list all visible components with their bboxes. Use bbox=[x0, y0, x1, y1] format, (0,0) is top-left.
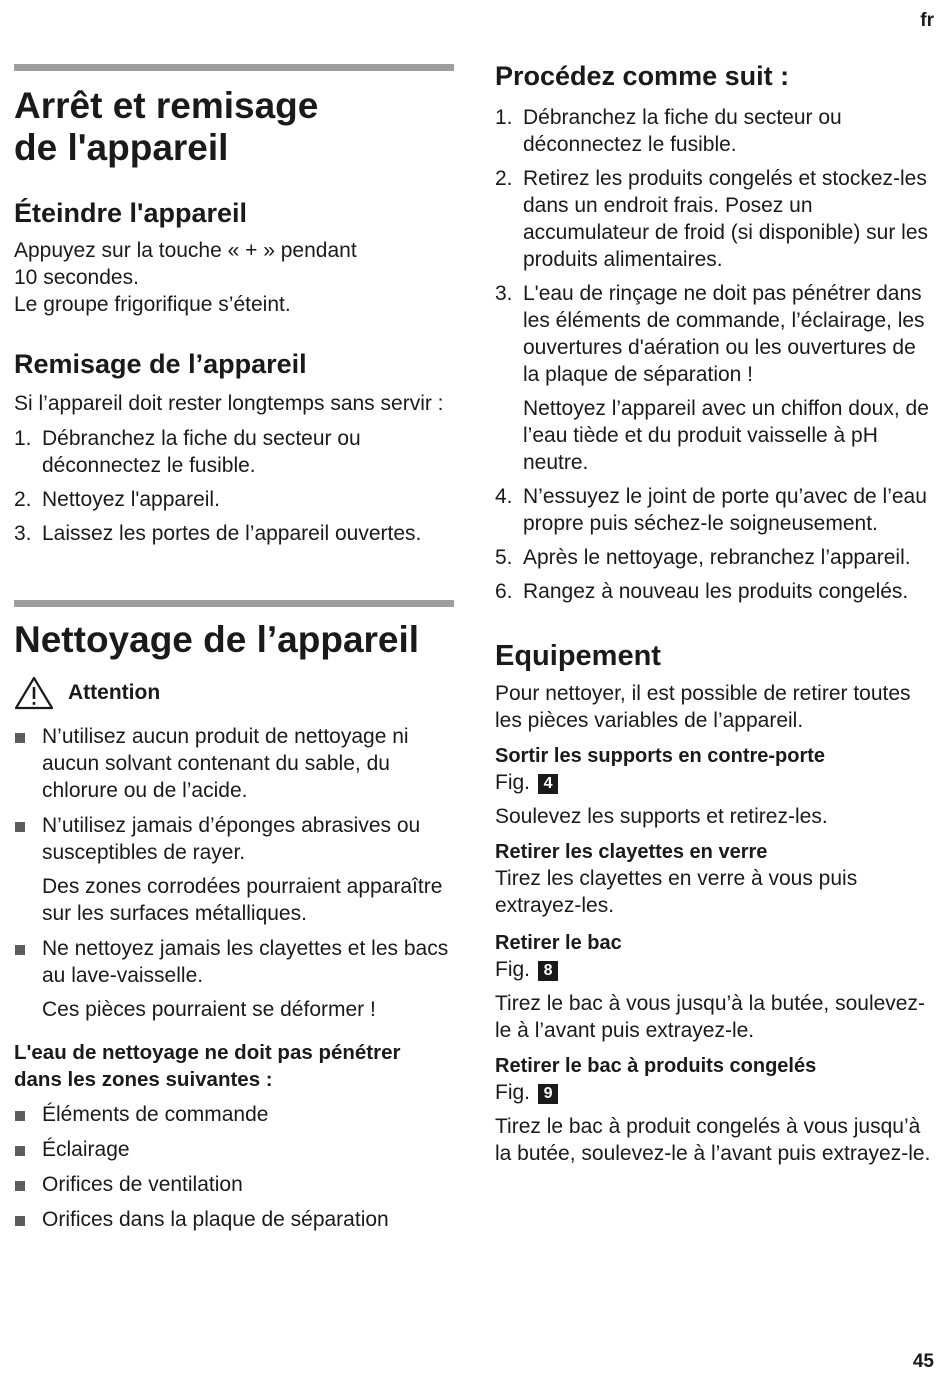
square-bullet-icon bbox=[15, 822, 25, 832]
figure-number-badge: 4 bbox=[538, 774, 558, 794]
fig-label: Fig. bbox=[495, 958, 531, 981]
step-number: 1. bbox=[14, 427, 32, 450]
list-item bbox=[14, 1171, 454, 1198]
warning-icon bbox=[14, 675, 54, 711]
item-text: Soulevez les supports et retirez-les. bbox=[495, 805, 828, 828]
list-item bbox=[495, 280, 935, 476]
title-line: Arrêt et remisage bbox=[14, 85, 319, 126]
step-number: 1. bbox=[495, 106, 513, 129]
zone-text: Éclairage bbox=[42, 1138, 130, 1161]
warning-list bbox=[14, 723, 454, 1023]
item-text: Tirez les clayettes en verre à vous puis extrayez-les. bbox=[495, 867, 858, 917]
item-title: Retirer le bac à produits congelés bbox=[495, 1055, 817, 1077]
item-title: Sortir les supports en contre-porte bbox=[495, 745, 826, 767]
warning-text: Ne nettoyez jamais les clayettes et les bacs au lave-vaisselle. bbox=[42, 937, 449, 987]
step-text: Débranchez la fiche du secteur ou déconnectez le fusible. bbox=[42, 427, 361, 477]
warning-text: N’utilisez aucun produit de nettoyage ni aucun solvant contenant du sable, du chlorure ou de l’acide. bbox=[42, 725, 409, 802]
square-bullet-icon bbox=[15, 1146, 25, 1156]
list-item bbox=[14, 486, 454, 513]
page-number: 45 bbox=[912, 1351, 934, 1372]
list-item bbox=[495, 165, 935, 273]
list-item bbox=[14, 812, 454, 927]
square-bullet-icon bbox=[15, 1216, 25, 1226]
procedure-title: Procédez comme suit : bbox=[495, 61, 790, 91]
item-title: Retirer les clayettes en verre bbox=[495, 841, 768, 863]
zone-text: Orifices dans la plaque de séparation bbox=[42, 1208, 389, 1231]
fig-label: Fig. bbox=[495, 1081, 531, 1104]
step-number: 3. bbox=[14, 522, 32, 545]
remisage-steps bbox=[14, 425, 454, 547]
item-text: Tirez le bac à vous jusqu’à la butée, soulevez-le à l’avant puis extrayez-le. bbox=[495, 992, 925, 1042]
step-number: 2. bbox=[14, 488, 32, 511]
figure-reference bbox=[495, 956, 935, 983]
attention-label: Attention bbox=[68, 681, 161, 704]
section-title-arret bbox=[14, 85, 454, 169]
step-text: L'eau de rinçage ne doit pas pénétrer dans les éléments de commande, l’éclairage, les ouvertures d'aération ou les ouvertures de la plaque de séparation ! bbox=[523, 282, 925, 386]
warning-extra: Ces pièces pourraient se déformer ! bbox=[42, 998, 376, 1021]
list-item bbox=[14, 1136, 454, 1163]
attention-notice bbox=[14, 675, 454, 711]
figure-number-badge: 9 bbox=[538, 1084, 558, 1104]
right-column bbox=[495, 0, 935, 1167]
square-bullet-icon bbox=[15, 1111, 25, 1121]
figure-reference bbox=[495, 1079, 935, 1106]
list-item bbox=[14, 425, 454, 479]
figure-number-badge: 8 bbox=[538, 961, 558, 981]
section-rule bbox=[14, 64, 454, 71]
subsection-title-eteindre: Éteindre l'appareil bbox=[14, 198, 247, 228]
item-title: Retirer le bac bbox=[495, 932, 622, 954]
zone-text: Orifices de ventilation bbox=[42, 1173, 243, 1196]
square-bullet-icon bbox=[15, 1181, 25, 1191]
text-line: 10 secondes. bbox=[14, 266, 139, 289]
warning-extra: Des zones corrodées pourraient apparaître sur les surfaces métalliques. bbox=[42, 875, 443, 925]
square-bullet-icon bbox=[15, 945, 25, 955]
list-item bbox=[495, 104, 935, 158]
step-text: Débranchez la fiche du secteur ou déconnectez le fusible. bbox=[523, 106, 842, 156]
list-item bbox=[14, 1101, 454, 1128]
title-line: de l'appareil bbox=[14, 127, 229, 168]
step-text: Retirez les produits congelés et stockez-les dans un endroit frais. Posez un accumulateur de froid (si disponible) sur les produits alimentaires. bbox=[523, 167, 929, 271]
list-item bbox=[14, 935, 454, 1023]
step-text: Rangez à nouveau les produits congelés. bbox=[523, 580, 909, 603]
equipement-intro: Pour nettoyer, il est possible de retirer toutes les pièces variables de l’appareil. bbox=[495, 682, 911, 732]
section-rule bbox=[14, 600, 454, 607]
list-item bbox=[495, 544, 935, 571]
figure-reference bbox=[495, 769, 935, 796]
text-line: Le groupe frigorifique s’éteint. bbox=[14, 293, 291, 316]
square-bullet-icon bbox=[15, 733, 25, 743]
step-number: 5. bbox=[495, 546, 513, 569]
zone-text: Éléments de commande bbox=[42, 1103, 269, 1126]
list-item bbox=[495, 483, 935, 537]
equipement-title: Equipement bbox=[495, 640, 661, 672]
section-title-nettoyage: Nettoyage de l’appareil bbox=[14, 619, 420, 660]
procedure-steps bbox=[495, 104, 935, 605]
step-extra: Nettoyez l’appareil avec un chiffon doux, de l’eau tiède et du produit vaisselle à pH neutre. bbox=[523, 397, 929, 474]
text-line: Appuyez sur la touche « + » pendant bbox=[14, 239, 357, 262]
list-item bbox=[14, 723, 454, 804]
step-text: Laissez les portes de l’appareil ouvertes. bbox=[42, 522, 422, 545]
warning-text: N’utilisez jamais d’éponges abrasives ou susceptibles de rayer. bbox=[42, 814, 421, 864]
step-number: 3. bbox=[495, 282, 513, 305]
step-text: N’essuyez le joint de porte qu’avec de l’eau propre puis séchez-le soigneusement. bbox=[523, 485, 927, 535]
step-number: 6. bbox=[495, 580, 513, 603]
language-indicator: fr bbox=[920, 10, 934, 31]
step-number: 2. bbox=[495, 167, 513, 190]
step-number: 4. bbox=[495, 485, 513, 508]
list-item bbox=[14, 1206, 454, 1233]
eteindre-text bbox=[14, 237, 454, 318]
remisage-intro: Si l’appareil doit rester longtemps sans servir : bbox=[14, 392, 444, 415]
step-text: Nettoyez l'appareil. bbox=[42, 488, 220, 511]
item-text: Tirez le bac à produit congelés à vous jusqu’à la butée, soulevez-le à l’avant puis extrayez-le. bbox=[495, 1115, 931, 1165]
zones-list bbox=[14, 1101, 454, 1233]
list-item bbox=[495, 578, 935, 605]
zones-heading: L'eau de nettoyage ne doit pas pénétrer dans les zones suivantes : bbox=[14, 1041, 401, 1091]
fig-label: Fig. bbox=[495, 771, 531, 794]
list-item bbox=[14, 520, 454, 547]
step-text: Après le nettoyage, rebranchez l’appareil. bbox=[523, 546, 911, 569]
subsection-title-remisage: Remisage de l’appareil bbox=[14, 349, 307, 379]
left-column bbox=[14, 0, 454, 1241]
